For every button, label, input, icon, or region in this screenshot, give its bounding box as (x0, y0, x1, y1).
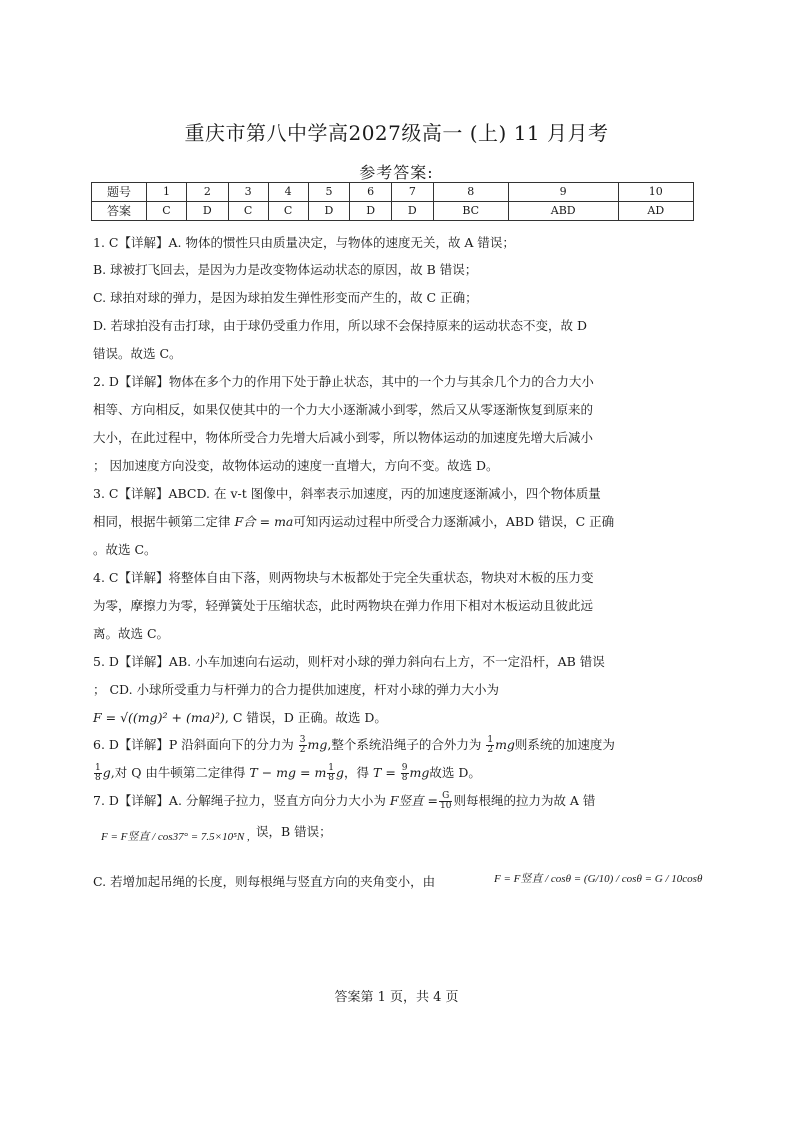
table-cell: 10 (618, 183, 693, 202)
tension-equation: F = F竖直 / cos37° = 7.5×10⁵N , (101, 831, 250, 843)
table-row-label: 题号 (92, 183, 147, 202)
fraction (327, 764, 335, 783)
table-cell: C (228, 202, 268, 221)
text-line: C. 球拍对球的弹力，是因为球拍发生弹性形变而产生的，故 C 正确； (93, 290, 478, 305)
page-subtitle: 参考答案: (359, 163, 434, 182)
table-cell: C (147, 202, 187, 221)
text-segment: 则每根绳的拉力为故 A 错 (453, 793, 596, 808)
fraction (94, 764, 102, 783)
fraction (401, 764, 409, 783)
fraction (486, 736, 494, 755)
table-cell: 1 (147, 183, 187, 202)
text-segment: ，得 (344, 765, 374, 780)
math-formula: mg (409, 765, 430, 780)
table-cell: D (350, 202, 392, 221)
fraction-denominator: 8 (401, 773, 408, 783)
text-line (93, 736, 615, 755)
fraction-numerator: 9 (401, 763, 408, 773)
fraction (439, 792, 452, 811)
text-line: 。故选 C。 (93, 542, 157, 557)
text-segment: 则系统的加速度为 (514, 737, 615, 752)
text-line: ； CD. 小球所受重力与杆弹力的合力提供加速度，杆对小球的弹力大小为 (93, 682, 500, 697)
text-line (93, 710, 387, 726)
table-cell: 3 (228, 183, 268, 202)
table-cell: 2 (186, 183, 228, 202)
answer-table-row-numbers (92, 183, 694, 202)
text-line: 误，B 错误； (256, 824, 332, 839)
answer-table (91, 182, 694, 221)
math-formula: g (102, 765, 111, 780)
text-line: 3. C【详解】ABCD. 在 v-t 图像中，斜率表示加速度，丙的加速度逐渐减小，四个物体质量 (93, 486, 601, 501)
table-cell: 8 (433, 183, 508, 202)
math-formula: mg (307, 737, 328, 752)
table-cell: 4 (268, 183, 308, 202)
angle-equation: F = F竖直 / cosθ = (G/10) / cosθ = G / 10cosθ (494, 873, 703, 885)
math-formula: F = √((mg)² + (ma)²) (93, 710, 225, 725)
fraction-numerator: G (439, 792, 452, 802)
math-formula: mg (495, 737, 515, 752)
table-row-label: 答案 (92, 202, 147, 221)
fraction-numerator: 1 (95, 763, 101, 773)
table-cell: 9 (508, 183, 618, 202)
text-line: 错误。故选 C。 (93, 346, 182, 361)
text-segment: 故选 D。 (429, 765, 481, 780)
table-cell: C (268, 202, 308, 221)
table-cell: D (391, 202, 433, 221)
fraction-numerator: 1 (487, 735, 494, 745)
fraction-denominator: 2 (487, 745, 494, 755)
text-line: 2. D【详解】物体在多个力的作用下处于静止状态，其中的一个力与其余几个力的合力大小 (93, 374, 594, 389)
text-line: B. 球被打飞回去，是因为力是改变物体运动状态的原因，故 B 错误； (93, 262, 478, 277)
text-line: 大小，在此过程中，物体所受合力先增大后减小到零，所以物体运动的加速度先增大后减小 (93, 430, 594, 445)
text-line (93, 792, 595, 811)
table-cell: ABD (508, 202, 618, 221)
text-line: D. 若球拍没有击打球，由于球仍受重力作用，所以球不会保持原来的运动状态不变，故 D (93, 318, 588, 333)
fraction (299, 736, 307, 755)
fraction-numerator: 3 (299, 735, 306, 745)
text-segment: , C 错误，D 正确。故选 D。 (224, 710, 387, 725)
table-cell: 6 (350, 183, 392, 202)
text-line: ； 因加速度方向没变，故物体运动的速度一直增大，方向不变。故选 D。 (93, 458, 499, 473)
fraction-denominator: 8 (95, 773, 101, 783)
text-line: 4. C【详解】将整体自由下落，则两物块与木板都处于完全失重状态，物块对木板的压力变 (93, 570, 594, 585)
text-line: 相等、方向相反，如果仅使其中的一个力大小逐渐减小到零，然后又从零逐渐恢复到原来的 (93, 402, 594, 417)
text-line: 5. D【详解】AB. 小车加速向右运动，则杆对小球的弹力斜向右上方，不一定沿杆，AB 错误 (93, 654, 605, 669)
fraction-denominator: 2 (299, 745, 306, 755)
table-cell: AD (618, 202, 693, 221)
fraction-denominator: 10 (440, 801, 452, 811)
text-segment: 6. D【详解】P 沿斜面向下的分力为 (93, 737, 298, 752)
table-cell: 5 (308, 183, 350, 202)
text-segment: 7. D【详解】A. 分解绳子拉力，竖直方向分力大小为 (93, 793, 390, 808)
text-segment: 可知丙运动过程中所受合力逐渐减小，ABD 错误，C 正确 (293, 514, 615, 529)
page-footer: 答案第 1 页，共 4 页 (334, 990, 459, 1005)
table-cell: D (186, 202, 228, 221)
table-cell: BC (433, 202, 508, 221)
fraction-numerator: 1 (328, 763, 335, 773)
text-line: 离。故选 C。 (93, 626, 170, 641)
text-segment: 相同，根据牛顿第二定律 (93, 514, 235, 529)
math-formula: F合 = ma (234, 514, 294, 529)
table-cell: 7 (391, 183, 433, 202)
text-line (93, 514, 614, 530)
math-formula: F竖直 = (389, 793, 438, 808)
text-line: C. 若增加起吊绳的长度，则每根绳与竖直方向的夹角变小，由 (93, 874, 436, 889)
answer-table-row-answers (92, 202, 694, 221)
fraction-denominator: 8 (328, 773, 335, 783)
page-title: 重庆市第八中学高2027级高一 (上) 11 月月考 (184, 121, 609, 145)
table-cell: D (308, 202, 350, 221)
text-line (93, 764, 481, 783)
math-formula: T − mg = m (249, 765, 327, 780)
text-segment: ,整个系统沿绳子的合外力为 (327, 737, 486, 752)
text-line: 1. C【详解】A. 物体的惯性只由质量决定，与物体的速度无关，故 A 错误； (93, 235, 515, 250)
text-line: 为零，摩擦力为零，轻弹簧处于压缩状态，此时两物块在弹力作用下相对木板运动且彼此远 (93, 598, 594, 613)
text-segment: ,对 Q 由牛顿第二定律得 (110, 765, 250, 780)
math-formula: T = (373, 765, 400, 780)
math-formula: g (336, 765, 345, 780)
